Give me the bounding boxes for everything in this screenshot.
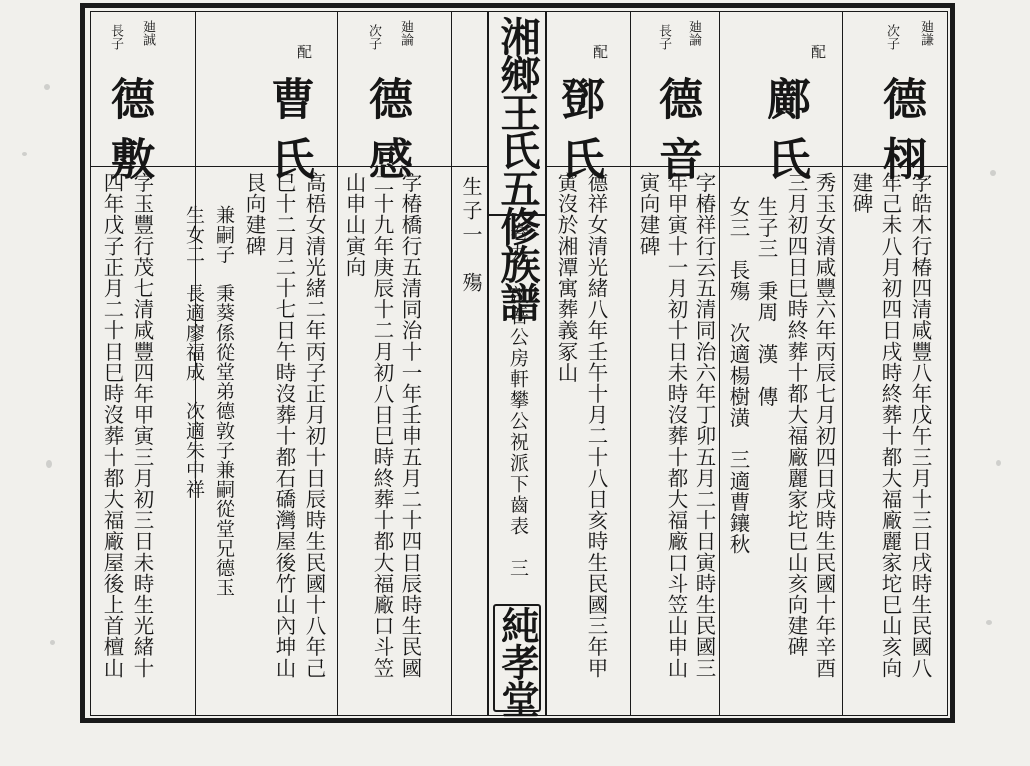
record-line: 女三 長殤 次適楊樹潢 三適曹鑲秋 xyxy=(726,196,750,555)
paper-speck xyxy=(996,460,1001,466)
member-name: 鄺氏 xyxy=(759,76,810,196)
birth-order-label: 次子 xyxy=(884,24,899,50)
column-divider xyxy=(337,11,338,716)
column-divider xyxy=(630,11,631,716)
hall-name: 純孝堂 xyxy=(495,606,540,717)
paper-speck xyxy=(986,620,992,625)
birth-order-label: 長子 xyxy=(656,24,671,50)
volume-caption: 卷九 啟吾公房軒攀公祝派下齒表 三 xyxy=(507,222,529,579)
record-line: 三月初四日巳時終葬十都大福廠麗家坨巳山亥向建碑 xyxy=(784,172,808,658)
record-line: 秀玉女清咸豐六年丙辰七月初四日戌時生民國十年辛酉 xyxy=(812,172,836,679)
record-line: 高梧女清光緒二年丙子正月初十日辰時生民國十八年己 xyxy=(302,172,326,679)
member-name: 德敷 xyxy=(103,76,154,196)
record-line: 年甲寅十一月初十日未時沒葬十都大福廠口斗笠山申山 xyxy=(664,172,688,679)
record-line: 字皓木行椿四清咸豐八年戊午三月十三日戌時生民國八 xyxy=(908,172,932,679)
spouse-label: 配 xyxy=(295,44,313,59)
book-title: 湘鄉王氏五修族譜 xyxy=(494,16,541,320)
birth-order-label: 長子 xyxy=(108,24,123,50)
record-line: 字玉豐行茂七清咸豐四年甲寅三月初三日未時生光緒十 xyxy=(130,172,154,679)
member-name: 德感 xyxy=(361,76,412,196)
record-line: 山申山寅向 xyxy=(342,172,366,278)
lineage-label: 廸誠 xyxy=(140,20,155,46)
record-line: 寅沒於湘潭寓葬義冢山 xyxy=(554,172,578,383)
lineage-label: 廸論 xyxy=(398,20,413,46)
paper-speck xyxy=(990,170,996,176)
record-line: 德祥女清光緒八年壬午十月二十八日亥時生民國三年甲 xyxy=(584,172,608,679)
spouse-label: 配 xyxy=(591,44,609,59)
lineage-label: 廸論 xyxy=(686,20,701,46)
member-name: 德栩 xyxy=(875,76,926,196)
paper-speck xyxy=(50,640,55,645)
record-line: 年己未八月初四日戌時終葬十都大福廠麗家坨巳山亥向 xyxy=(878,172,902,679)
spouse-label: 配 xyxy=(809,44,827,59)
member-name: 德音 xyxy=(651,76,702,196)
lineage-label: 廸謙 xyxy=(918,20,933,46)
member-name: 曹氏 xyxy=(263,76,314,196)
record-line: 兼嗣子 秉葵係從堂弟德敦子兼嗣從堂兄德玉 xyxy=(213,205,235,597)
record-line: 寅向建碑 xyxy=(636,172,660,257)
record-line: 字椿祥行云五清同治六年丁卯五月二十日寅時生民國三 xyxy=(692,172,716,679)
record-line: 生子三 秉周 漢 傳 xyxy=(754,196,778,407)
birth-order-label: 次子 xyxy=(366,24,381,50)
record-line: 二十九年庚辰十二月初八日巳時終葬十都大福廠口斗笠 xyxy=(370,172,394,679)
column-divider xyxy=(719,11,720,716)
member-name: 鄧氏 xyxy=(553,76,604,196)
record-line: 四年戊子正月二十日巳時沒葬十都大福廠屋後上首檀山 xyxy=(100,172,124,679)
children-note: 生子一 殤 xyxy=(459,176,483,296)
record-line: 字椿橋行五清同治十一年壬申五月二十四日辰時生民國 xyxy=(398,172,422,679)
paper-speck xyxy=(46,460,52,468)
record-line: 艮向建碑 xyxy=(242,172,266,257)
column-divider xyxy=(451,11,452,716)
column-divider xyxy=(842,11,843,716)
paper-speck xyxy=(44,84,50,90)
record-line: 建碑 xyxy=(849,172,873,215)
record-line: 巳十二月二十七日午時沒葬十都石礄灣屋後竹山內坤山 xyxy=(272,172,296,679)
record-line: 生女二 長適廖福成 次適朱中祥 xyxy=(183,205,205,499)
spine-divider xyxy=(489,214,545,216)
paper-speck xyxy=(22,152,27,156)
